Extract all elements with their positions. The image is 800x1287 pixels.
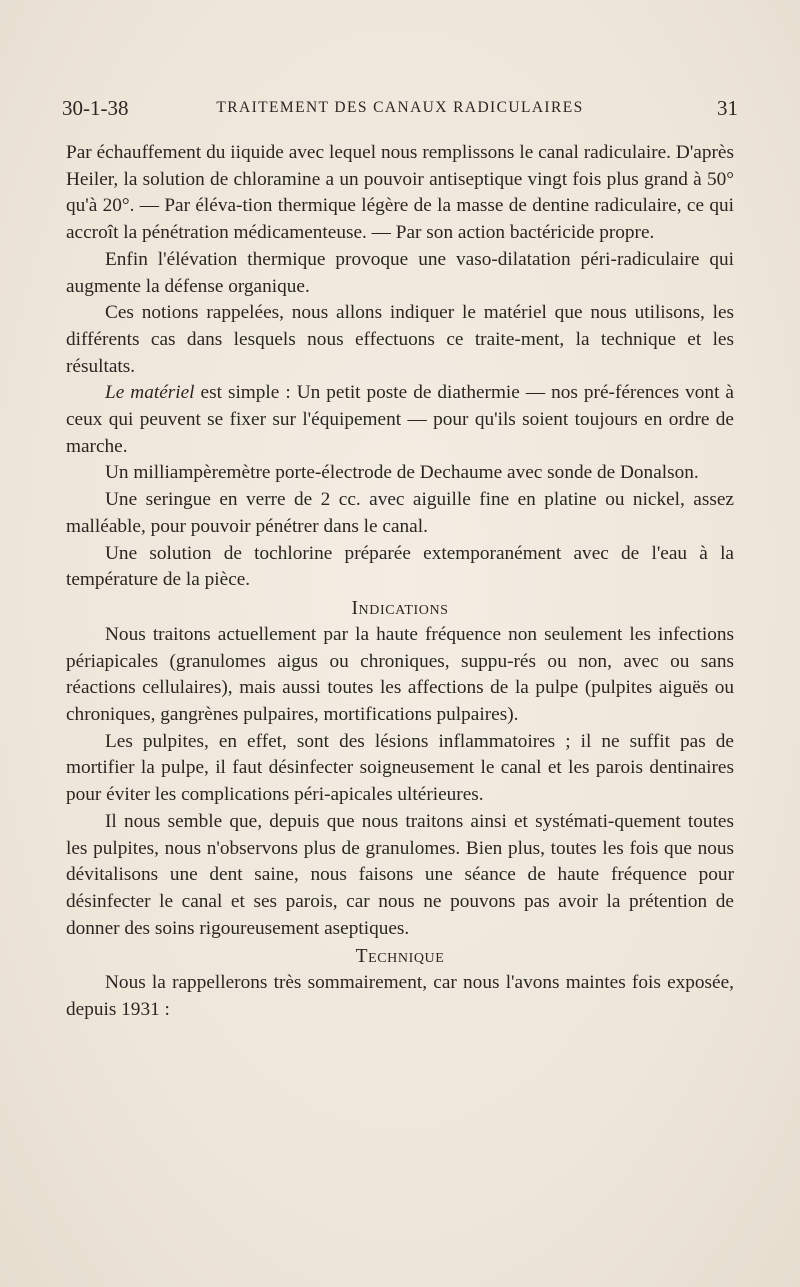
header-date: 30-1-38: [62, 96, 129, 120]
paragraph-materiel: [66, 380, 734, 460]
paragraph: Par échauffement du iiquide avec lequel nous remplissons le canal radiculaire. D'après Heiler, la solution de chloramine a un pouvoir antiseptique vingt fois plus grand à 50° qu'à 20°. — Par éléva-tion thermique légère de la masse de dentine radiculaire, ce qui accroît la pénétration médicamenteuse. — Par son action bactéricide propre.: [66, 142, 734, 244]
paragraph: Une seringue en verre de 2 cc. avec aiguille fine en platine ou nickel, assez malléable, pour pouvoir pénétrer dans le canal.: [66, 489, 734, 537]
paragraph: Nous la rappellerons très sommairement, car nous l'avons maintes fois exposée, depuis 1931 :: [66, 972, 734, 1021]
paragraph: Les pulpites, en effet, sont des lésions inflammatoires ; il ne suffit pas de mortifier la pulpe, il faut désinfecter soigneusement le canal et les parois dentinaires pour éviter les complications péri-apicales ultérieures.: [66, 730, 734, 806]
body-text: [66, 140, 734, 1024]
running-header: [62, 96, 738, 126]
page-number: 31: [717, 96, 738, 120]
paragraph: Une solution de tochlorine préparée extemporanément avec de l'eau à la température de la pièce.: [66, 542, 734, 591]
section-heading-indications: Indications: [351, 597, 449, 619]
paragraph: Ces notions rappelées, nous allons indiquer le matériel que nous utilisons, les différents cas dans lesquels nous effectuons ce traite-ment, la technique et les résultats.: [66, 302, 734, 377]
paragraph: Il nous semble que, depuis que nous traitons ainsi et systémati-quement toutes les pulpites, nous n'observons plus de granulomes. Bien plus, toutes les fois que nous dévitalisons une dent saine, nous faisons une séance de haute fréquence pour désinfecter le canal et ses parois, car nous ne pouvons pas avoir la prétention de donner des soins rigoureusement aseptiques.: [66, 810, 734, 939]
running-title: TRAITEMENT DES CANAUX RADICULAIRES: [216, 99, 584, 116]
italic-term: Le matériel: [105, 382, 195, 404]
section-heading-technique: Technique: [355, 946, 445, 968]
paragraph: Enfin l'élévation thermique provoque une vaso-dilatation péri-radiculaire qui augmente la défense organique.: [66, 248, 734, 297]
paragraph-text: est simple : Un petit poste de diathermie — nos pré-férences vont à ceux qui peuvent se fixer sur l'équipement — pour qu'ils soient toujours en ordre de marche.: [66, 382, 734, 457]
paragraph: Nous traitons actuellement par la haute fréquence non seulement les infections périapicales (granulomes aigus ou chroniques, suppu-rés ou non, avec ou sans réactions cellulaires), mais aussi toutes les affections de la pulpe (pulpites aiguës ou chroniques, gangrènes pulpaires, mortifications pulpaires).: [66, 623, 734, 726]
paragraph: Un milliampèremètre porte-électrode de Dechaume avec sonde de Donalson.: [105, 462, 699, 484]
